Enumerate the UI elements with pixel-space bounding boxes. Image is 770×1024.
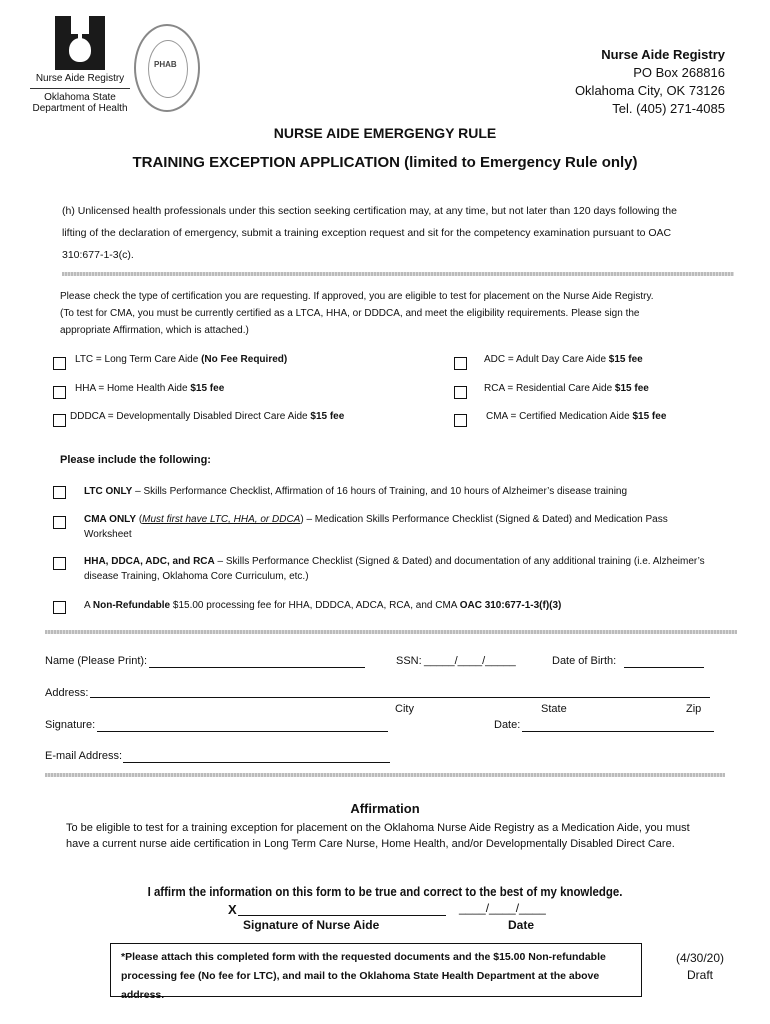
signature-x-mark: X bbox=[228, 902, 237, 917]
signature-field[interactable] bbox=[97, 719, 388, 732]
divider bbox=[45, 773, 725, 777]
checkbox-include-ltc[interactable] bbox=[53, 486, 66, 499]
divider bbox=[45, 630, 737, 634]
zip-caption: Zip bbox=[686, 703, 702, 715]
date-label: Date: bbox=[494, 719, 521, 731]
version-info bbox=[676, 950, 724, 984]
nurse-aide-signature-field[interactable] bbox=[238, 903, 446, 916]
affirmation-heading: Affirmation bbox=[350, 801, 420, 816]
checkbox-cma[interactable] bbox=[454, 414, 467, 427]
registry-address bbox=[575, 46, 725, 118]
version-status: Draft bbox=[687, 968, 714, 982]
accreditation-seal bbox=[134, 24, 200, 112]
ssn-label: SSN: bbox=[396, 655, 422, 667]
checkbox-dddca[interactable] bbox=[53, 414, 66, 427]
checkbox-adc[interactable] bbox=[454, 357, 467, 370]
logo-org-line3: Department of Health bbox=[32, 103, 128, 114]
main-title: NURSE AIDE EMERGENGY RULE bbox=[273, 125, 497, 141]
option-adc: ADC = Adult Day Care Aide $15 fee bbox=[484, 354, 643, 365]
city-caption: City bbox=[395, 703, 414, 715]
dob-label: Date of Birth: bbox=[552, 655, 617, 667]
checkbox-include-hha[interactable] bbox=[53, 557, 66, 570]
logo-org-line2: Oklahoma State bbox=[44, 92, 116, 103]
address-title: Nurse Aide Registry bbox=[601, 47, 725, 62]
email-field[interactable] bbox=[123, 750, 390, 763]
dob-field[interactable] bbox=[624, 655, 704, 668]
seal-text: PHAB bbox=[154, 60, 177, 69]
option-cma: CMA = Certified Medication Aide $15 fee bbox=[486, 411, 667, 422]
name-label: Name (Please Print): bbox=[45, 655, 148, 667]
address-po-box: PO Box 268816 bbox=[633, 65, 725, 80]
logo-org-line1: Nurse Aide Registry bbox=[30, 73, 130, 89]
address-field[interactable] bbox=[90, 685, 710, 698]
attach-note: *Please attach this completed form with the requested documents and the $15.00 Non-refundable processing fee (No fee for LTC), and mail to the Oklahoma State Health Department at the above address. bbox=[121, 951, 606, 1001]
include-cma: CMA ONLY (Must first have LTC, HHA, or DDCA) – Medication Skills Performance Checklist (Signed & Dated) and Medication Pass Worksheet bbox=[84, 514, 668, 540]
affirmation-statement: I affirm the information on this form to be true and correct to the best of my knowledge. bbox=[147, 884, 623, 899]
divider bbox=[62, 272, 734, 276]
date-caption: Date bbox=[508, 918, 535, 932]
rule-text: (h) Unlicensed health professionals under this section seeking certification may, at any time, but not later than 120 days following the lifting of the declaration of emergency, submit a training exception request and sit for the competency examination pursuant to OAC 310:677-1-3(c). bbox=[62, 205, 677, 261]
checkbox-ltc[interactable] bbox=[53, 357, 66, 370]
include-hha: HHA, DDCA, ADC, and RCA – Skills Performance Checklist (Signed & Dated) and documentation of any additional training (i.e. Alzheimer’s disease Training, Oklahoma Core Curriculum, etc.) bbox=[84, 556, 705, 582]
signature-caption: Signature of Nurse Aide bbox=[243, 918, 380, 932]
date-field[interactable] bbox=[522, 719, 714, 732]
checkbox-include-cma[interactable] bbox=[53, 516, 66, 529]
ssn-field[interactable]: _____/____/_____ bbox=[424, 655, 516, 667]
option-rca: RCA = Residential Care Aide $15 fee bbox=[484, 383, 649, 394]
signature-label: Signature: bbox=[45, 719, 96, 731]
checkbox-rca[interactable] bbox=[454, 386, 467, 399]
affirmation-text: To be eligible to test for a training exception for placement on the Oklahoma Nurse Aide Registry as a Medication Aide, you must have a current nurse aide certification in Long Term Care Nurse, Home Health, and/or Developmentally Disabled Direct Care. bbox=[66, 822, 690, 850]
osdh-logo bbox=[55, 16, 105, 70]
sub-title: TRAINING EXCEPTION APPLICATION (limited to Emergency Rule only) bbox=[132, 154, 638, 171]
include-ltc: LTC ONLY – Skills Performance Checklist, Affirmation of 16 hours of Training, and 10 hours of Alzheimer’s disease training bbox=[84, 486, 628, 497]
attach-note-box bbox=[110, 943, 642, 1001]
email-label: E-mail Address: bbox=[45, 750, 123, 762]
include-fee: A Non-Refundable $15.00 processing fee for HHA, DDDCA, ADCA, RCA, and CMA OAC 310:677-1-3(f)(3) bbox=[84, 600, 562, 611]
version-date: (4/30/20) bbox=[676, 951, 725, 965]
option-dddca: DDDCA = Developmentally Disabled Direct Care Aide $15 fee bbox=[70, 411, 345, 422]
address-city: Oklahoma City, OK 73126 bbox=[574, 83, 725, 98]
name-field[interactable] bbox=[149, 655, 365, 668]
address-tel: Tel. (405) 271-4085 bbox=[612, 101, 725, 116]
instructions: Please check the type of certification you are requesting. If approved, you are eligible to test for placement on the Nurse Aide Registry. (To test for CMA, you must be currently certified as a LTCA, HHA, or DDDCA, and meet the eligibility requirements. Please sign the appropriate Affirmation, which is attached.) bbox=[60, 291, 654, 336]
option-hha: HHA = Home Health Aide $15 fee bbox=[75, 383, 225, 394]
state-caption: State bbox=[541, 703, 567, 715]
include-heading: Please include the following: bbox=[60, 454, 211, 466]
affirmation-date-field[interactable]: ____/____/____ bbox=[459, 901, 546, 915]
checkbox-include-fee[interactable] bbox=[53, 601, 66, 614]
address-label: Address: bbox=[45, 687, 89, 699]
checkbox-hha[interactable] bbox=[53, 386, 66, 399]
option-ltc: LTC = Long Term Care Aide (No Fee Required) bbox=[75, 354, 288, 365]
